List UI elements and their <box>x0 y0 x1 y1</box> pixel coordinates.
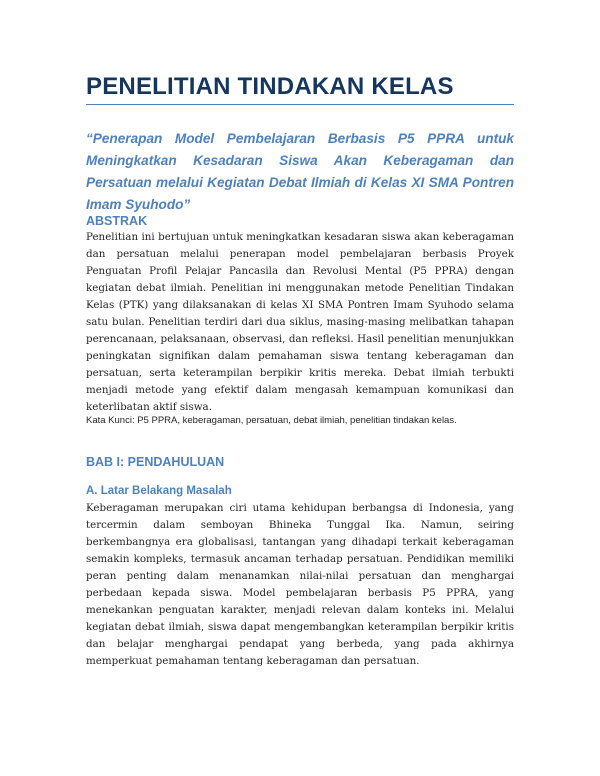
chapter-heading: BAB I: PENDAHULUAN <box>86 455 225 469</box>
section-heading: A. Latar Belakang Masalah <box>86 485 232 497</box>
title-divider <box>86 104 514 105</box>
document-subtitle: “Penerapan Model Pembelajaran Berbasis P5 PPRA untuk Meningkatkan Kesadaran Siswa Akan Keberagaman dan Persatuan melalui Kegiatan Debat Ilmiah di Kelas XI SMA Pontren Imam Syuhodo” <box>86 131 514 212</box>
abstract-text: Penelitian ini bertujuan untuk meningkatkan kesadaran siswa akan keberagaman dan persatuan melalui penerapan model pembelajaran berbasis Proyek Penguatan Profil Pelajar Pancasila dan Revolusi Mental (P5 PPRA) dengan kegiatan debat ilmiah. Penelitian ini menggunakan metode Penelitian Tindakan Kelas (PTK) yang dilaksanakan di kelas XI SMA Pontren Imam Syuhodo selama satu bulan. Penelitian terdiri dari dua siklus, masing-masing melibatkan tahapan perencanaan, pelaksanaan, observasi, dan refleksi. Hasil penelitian menunjukkan peningkatan signifikan dalam pemahaman siswa tentang keberagaman dan persatuan, serta keterampilan berpikir kritis mereka. Debat ilmiah terbukti menjadi metode yang efektif dalam mengasah kemampuan komunikasi dan keterlibatan aktif siswa. <box>86 231 514 413</box>
keywords-text: Kata Kunci: P5 PPRA, keberagaman, persatuan, debat ilmiah, penelitian tindakan kelas. <box>86 415 457 426</box>
abstract-heading: ABSTRAK <box>86 214 148 228</box>
document-title: PENELITIAN TINDAKAN KELAS <box>86 73 454 100</box>
section-text: Keberagaman merupakan ciri utama kehidupan berbangsa di Indonesia, yang tercermin dalam semboyan Bhineka Tunggal Ika. Namun, seiring berkembangnya era globalisasi, tantangan yang dihadapi terkait keberagaman semakin kompleks, termasuk ancaman terhadap persatuan. Pendidikan memiliki peran penting dalam menanamkan nilai-nilai persatuan dan menghargai perbedaan kepada siswa. Model pembelajaran berbasis P5 PPRA, yang menekankan penguatan karakter, menjadi relevan dalam konteks ini. Melalui kegiatan debat ilmiah, siswa dapat mengembangkan keterampilan berpikir kritis dan belajar menghargai pendapat yang berbeda, yang pada akhirnya memperkuat pemahaman tentang keberagaman dan persatuan. <box>86 502 514 667</box>
